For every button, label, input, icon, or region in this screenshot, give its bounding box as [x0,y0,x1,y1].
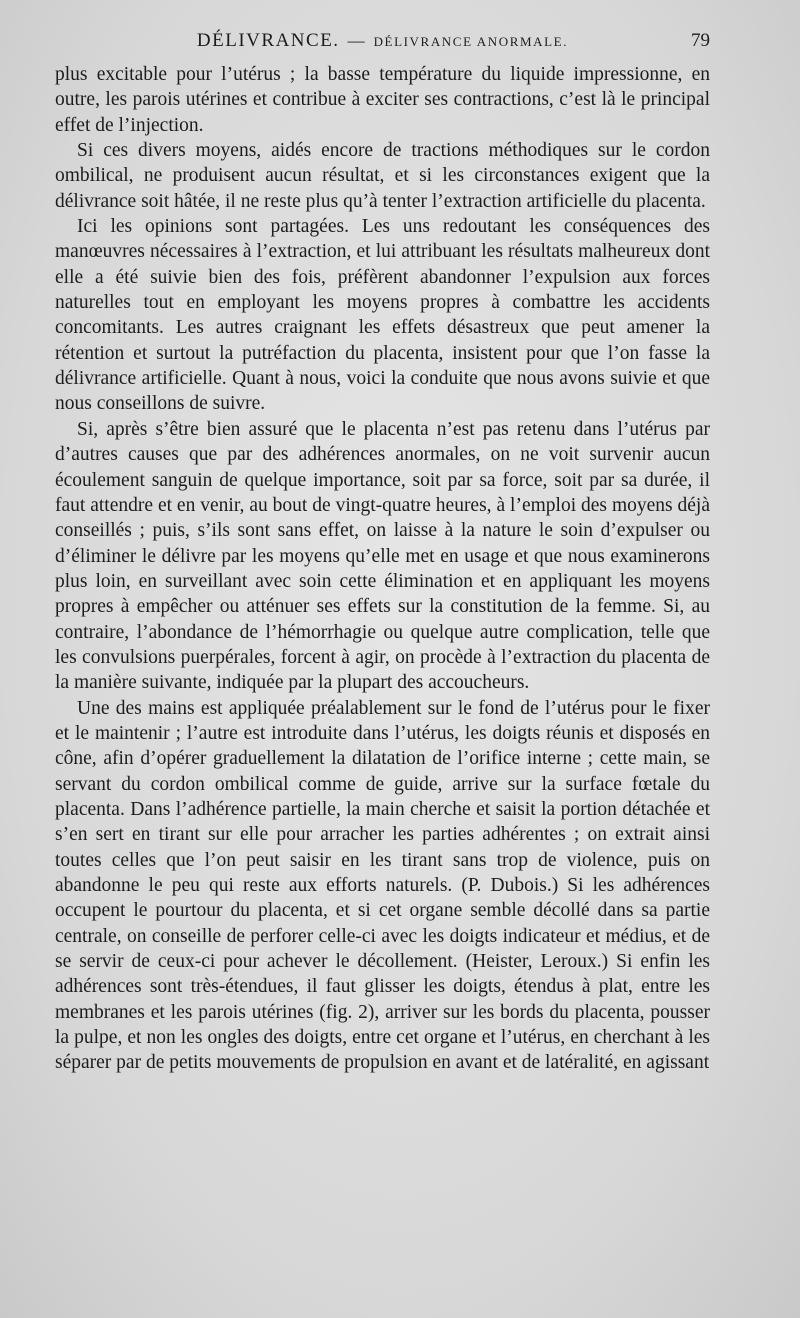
body-text [55,62,710,1076]
paragraph: Si ces divers moyens, aidés encore de tractions méthodiques sur le cordon ombilical, ne produisent aucun résultat, et si les circonstances exigent que la délivrance soit hâtée, il ne reste plus qu’à tenter l’extraction artificielle du placenta. [55,140,710,212]
paragraph: Si, après s’être bien assuré que le placenta n’est pas retenu dans l’utérus par d’autres causes que par des adhérences anormales, on ne voit survenir aucun écoulement sanguin de quelque importance, soit par sa force, soit par sa durée, il faut attendre et en venir, au bout de vingt-quatre heures, à l’emploi des moyens déjà conseillés ; puis, s’ils sont sans effet, on laisse à la nature le soin d’expulser ou d’éliminer le délivre par les moyens qu’elle met en usage et que nous examinerons plus loin, en surveillant avec soin cette élimination et en appliquant les moyens propres à empêcher ou atténuer ses effets sur la constitution de la femme. Si, au contraire, l’abondance de l’hémorrhagie ou quelque autre complication, telle que les convulsions puerpérales, forcent à agir, on procède à l’extraction du placenta de la manière suivante, indiquée par la plupart des accoucheurs. [55,418,710,694]
title-separator: — [347,31,366,50]
paragraph: Ici les opinions sont partagées. Les uns redoutant les conséquences des manœuvres nécessaires à l’extraction, et lui attribuant les résultats malheureux dont elle a été suivie bien des fois, préfèrent abandonner l’expulsion aux forces naturelles tout en employant les moyens propres à combattre les accidents concomitants. Les autres craignant les effets désastreux que peut amener la rétention et surtout la putréfaction du placenta, insistent pour que l’on fasse la délivrance artificielle. Quant à nous, voici la conduite que nous avons suivie et que nous conseillons de suivre. [55,216,710,415]
chapter-title: DÉLIVRANCE. [196,30,340,51]
running-header [55,30,710,56]
paragraph-continued: plus excitable pour l’utérus ; la basse température du liquide impressionne, en outre, les parois utérines et contribue à exciter ses contractions, c’est là le principal effet de l’injection. [55,64,710,136]
paragraph: Une des mains est appliquée préalablement sur le fond de l’utérus pour le fixer et le maintenir ; l’autre est introduite dans l’utérus, les doigts réunis et disposés en cône, afin d’opérer graduellement la dilatation de l’orifice interne ; cette main, se servant du cordon ombilical comme de guide, arrive sur la surface fœtale du placenta. Dans l’adhérence partielle, la main cherche et saisit la portion détachée et s’en sert en tirant sur elle pour arracher les parties adhérentes ; on extrait ainsi toutes celles que l’on peut saisir en les tirant sans trop de violence, puis on abandonne le peu qui reste aux efforts naturels. (P. Dubois.) Si les adhérences occupent le pourtour du placenta, et si cet organe semble décollé dans sa partie centrale, on conseille de perforer celle-ci avec les doigts indicateur et médius, et de se servir de ceux-ci pour achever le décollement. (Heister, Leroux.) Si enfin les adhérences sont très-étendues, il faut glisser les doigts, étendus à plat, entre les membranes et les parois utérines (fig. 2), arriver sur les bords du placenta, pousser la pulpe, et non les ongles des doigts, entre cet organe et l’utérus, en cherchant à les séparer par de petits mouvements de propulsion en avant et de latéralité, en agissant [55,697,710,1074]
section-title: DÉLIVRANCE ANORMALE. [373,34,569,49]
page-number: 79 [691,30,710,51]
running-title [55,30,710,52]
